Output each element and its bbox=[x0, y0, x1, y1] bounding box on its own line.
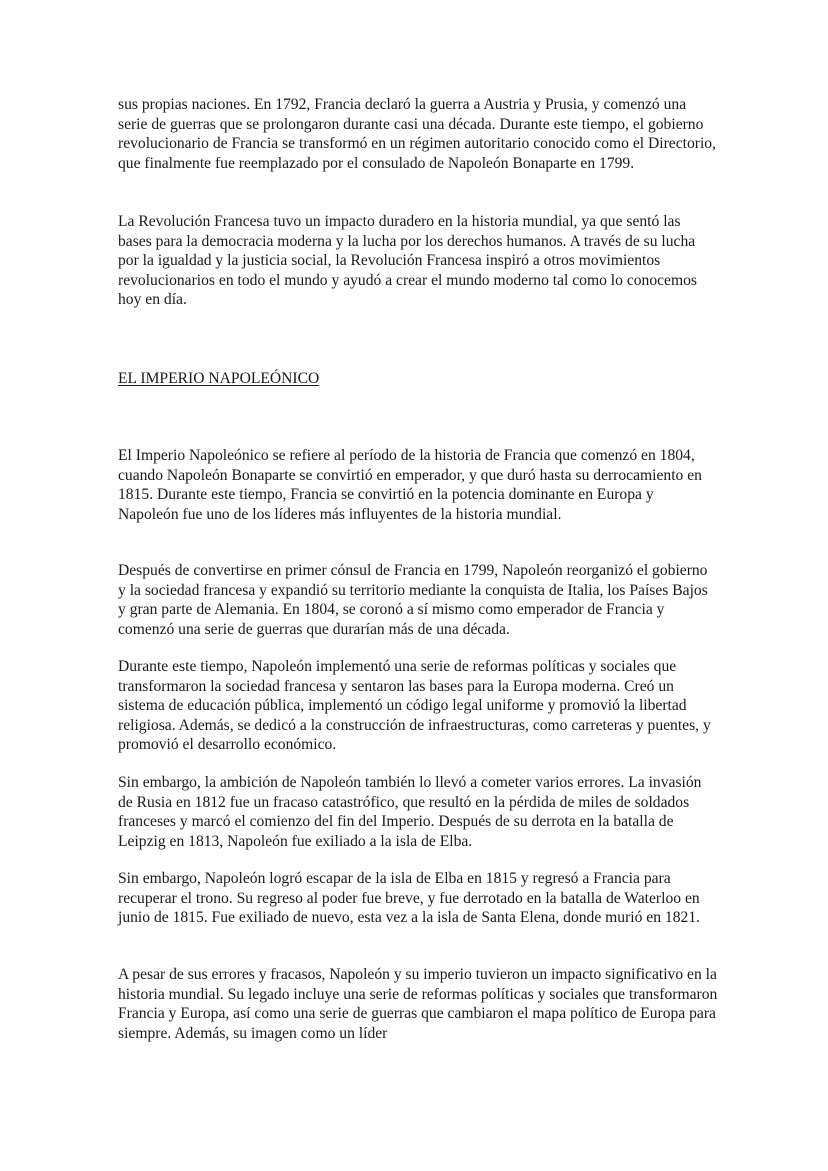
section-paragraph-5 bbox=[118, 869, 718, 928]
section-paragraph-6 bbox=[118, 965, 718, 1043]
paragraph-text: sus propias naciones. En 1792, Francia declaró la guerra a Austria y Prusia, y comenzó una serie de guerras que se prolongaron durante casi una década. Durante este tiempo, el gobierno revolucionario de Francia se transformó en un régimen autoritario conocido como el Directorio, que finalmente fue reemplazado por el consulado de Napoleón Bonaparte en 1799. bbox=[118, 96, 716, 172]
paragraph-text: El Imperio Napoleónico se refiere al período de la historia de Francia que comenzó en 1804, cuando Napoleón Bonaparte se convirtió en emperador, y que duró hasta su derrocamiento en 1815. Durante este tiempo, Francia se convirtió en la potencia dominante en Europa y Napoleón fue uno de los líderes más influyentes de la historia mundial. bbox=[118, 447, 702, 523]
paragraph-text: A pesar de sus errores y fracasos, Napoleón y su imperio tuvieron un impacto significativo en la historia mundial. Su legado incluye una serie de reformas políticas y sociales que transformaron Francia y Europa, así como una serie de guerras que cambiaron el mapa político de Europa para siempre. Además, su imagen como un líder bbox=[118, 966, 718, 1042]
intro-paragraph-2 bbox=[118, 212, 718, 310]
section-paragraph-1 bbox=[118, 446, 718, 524]
intro-paragraph-1 bbox=[118, 95, 718, 173]
section-heading: EL IMPERIO NAPOLEÓNICO bbox=[118, 370, 320, 387]
section-paragraph-3 bbox=[118, 657, 718, 755]
paragraph-text: Sin embargo, la ambición de Napoleón también lo llevó a cometer varios errores. La invasión de Rusia en 1812 fue un fracaso catastrófico, que resultó en la pérdida de miles de soldados franceses y marcó el comienzo del fin del Imperio. Después de su derrota en la batalla de Leipzig en 1813, Napoleón fue exiliado a la isla de Elba. bbox=[118, 774, 702, 850]
paragraph-text: Después de convertirse en primer cónsul de Francia en 1799, Napoleón reorganizó el gobierno y la sociedad francesa y expandió su territorio mediante la conquista de Italia, los Países Bajos y gran parte de Alemania. En 1804, se coronó a sí mismo como emperador de Francia y comenzó una serie de guerras que durarían más de una década. bbox=[118, 562, 708, 638]
section-paragraph-4 bbox=[118, 773, 718, 851]
paragraph-text: Durante este tiempo, Napoleón implementó una serie de reformas políticas y sociales que transformaron la sociedad francesa y sentaron las bases para la Europa moderna. Creó un sistema de educación pública, implementó un código legal uniforme y promovió la libertad religiosa. Además, se dedicó a la construcción de infraestructuras, como carreteras y puentes, y promovió el desarrollo económico. bbox=[118, 658, 711, 754]
paragraph-text: La Revolución Francesa tuvo un impacto duradero en la historia mundial, ya que sentó las bases para la democracia moderna y la lucha por los derechos humanos. A través de su lucha por la igualdad y la justicia social, la Revolución Francesa inspiró a otros movimientos revolucionarios en todo el mundo y ayudó a crear el mundo moderno tal como lo conocemos hoy en día. bbox=[118, 213, 697, 309]
section-paragraph-2 bbox=[118, 561, 718, 639]
paragraph-text: Sin embargo, Napoleón logró escapar de la isla de Elba en 1815 y regresó a Francia para recuperar el trono. Su regreso al poder fue breve, y fue derrotado en la batalla de Waterloo en junio de 1815. Fue exiliado de nuevo, esta vez a la isla de Santa Elena, donde murió en 1821. bbox=[118, 870, 701, 927]
